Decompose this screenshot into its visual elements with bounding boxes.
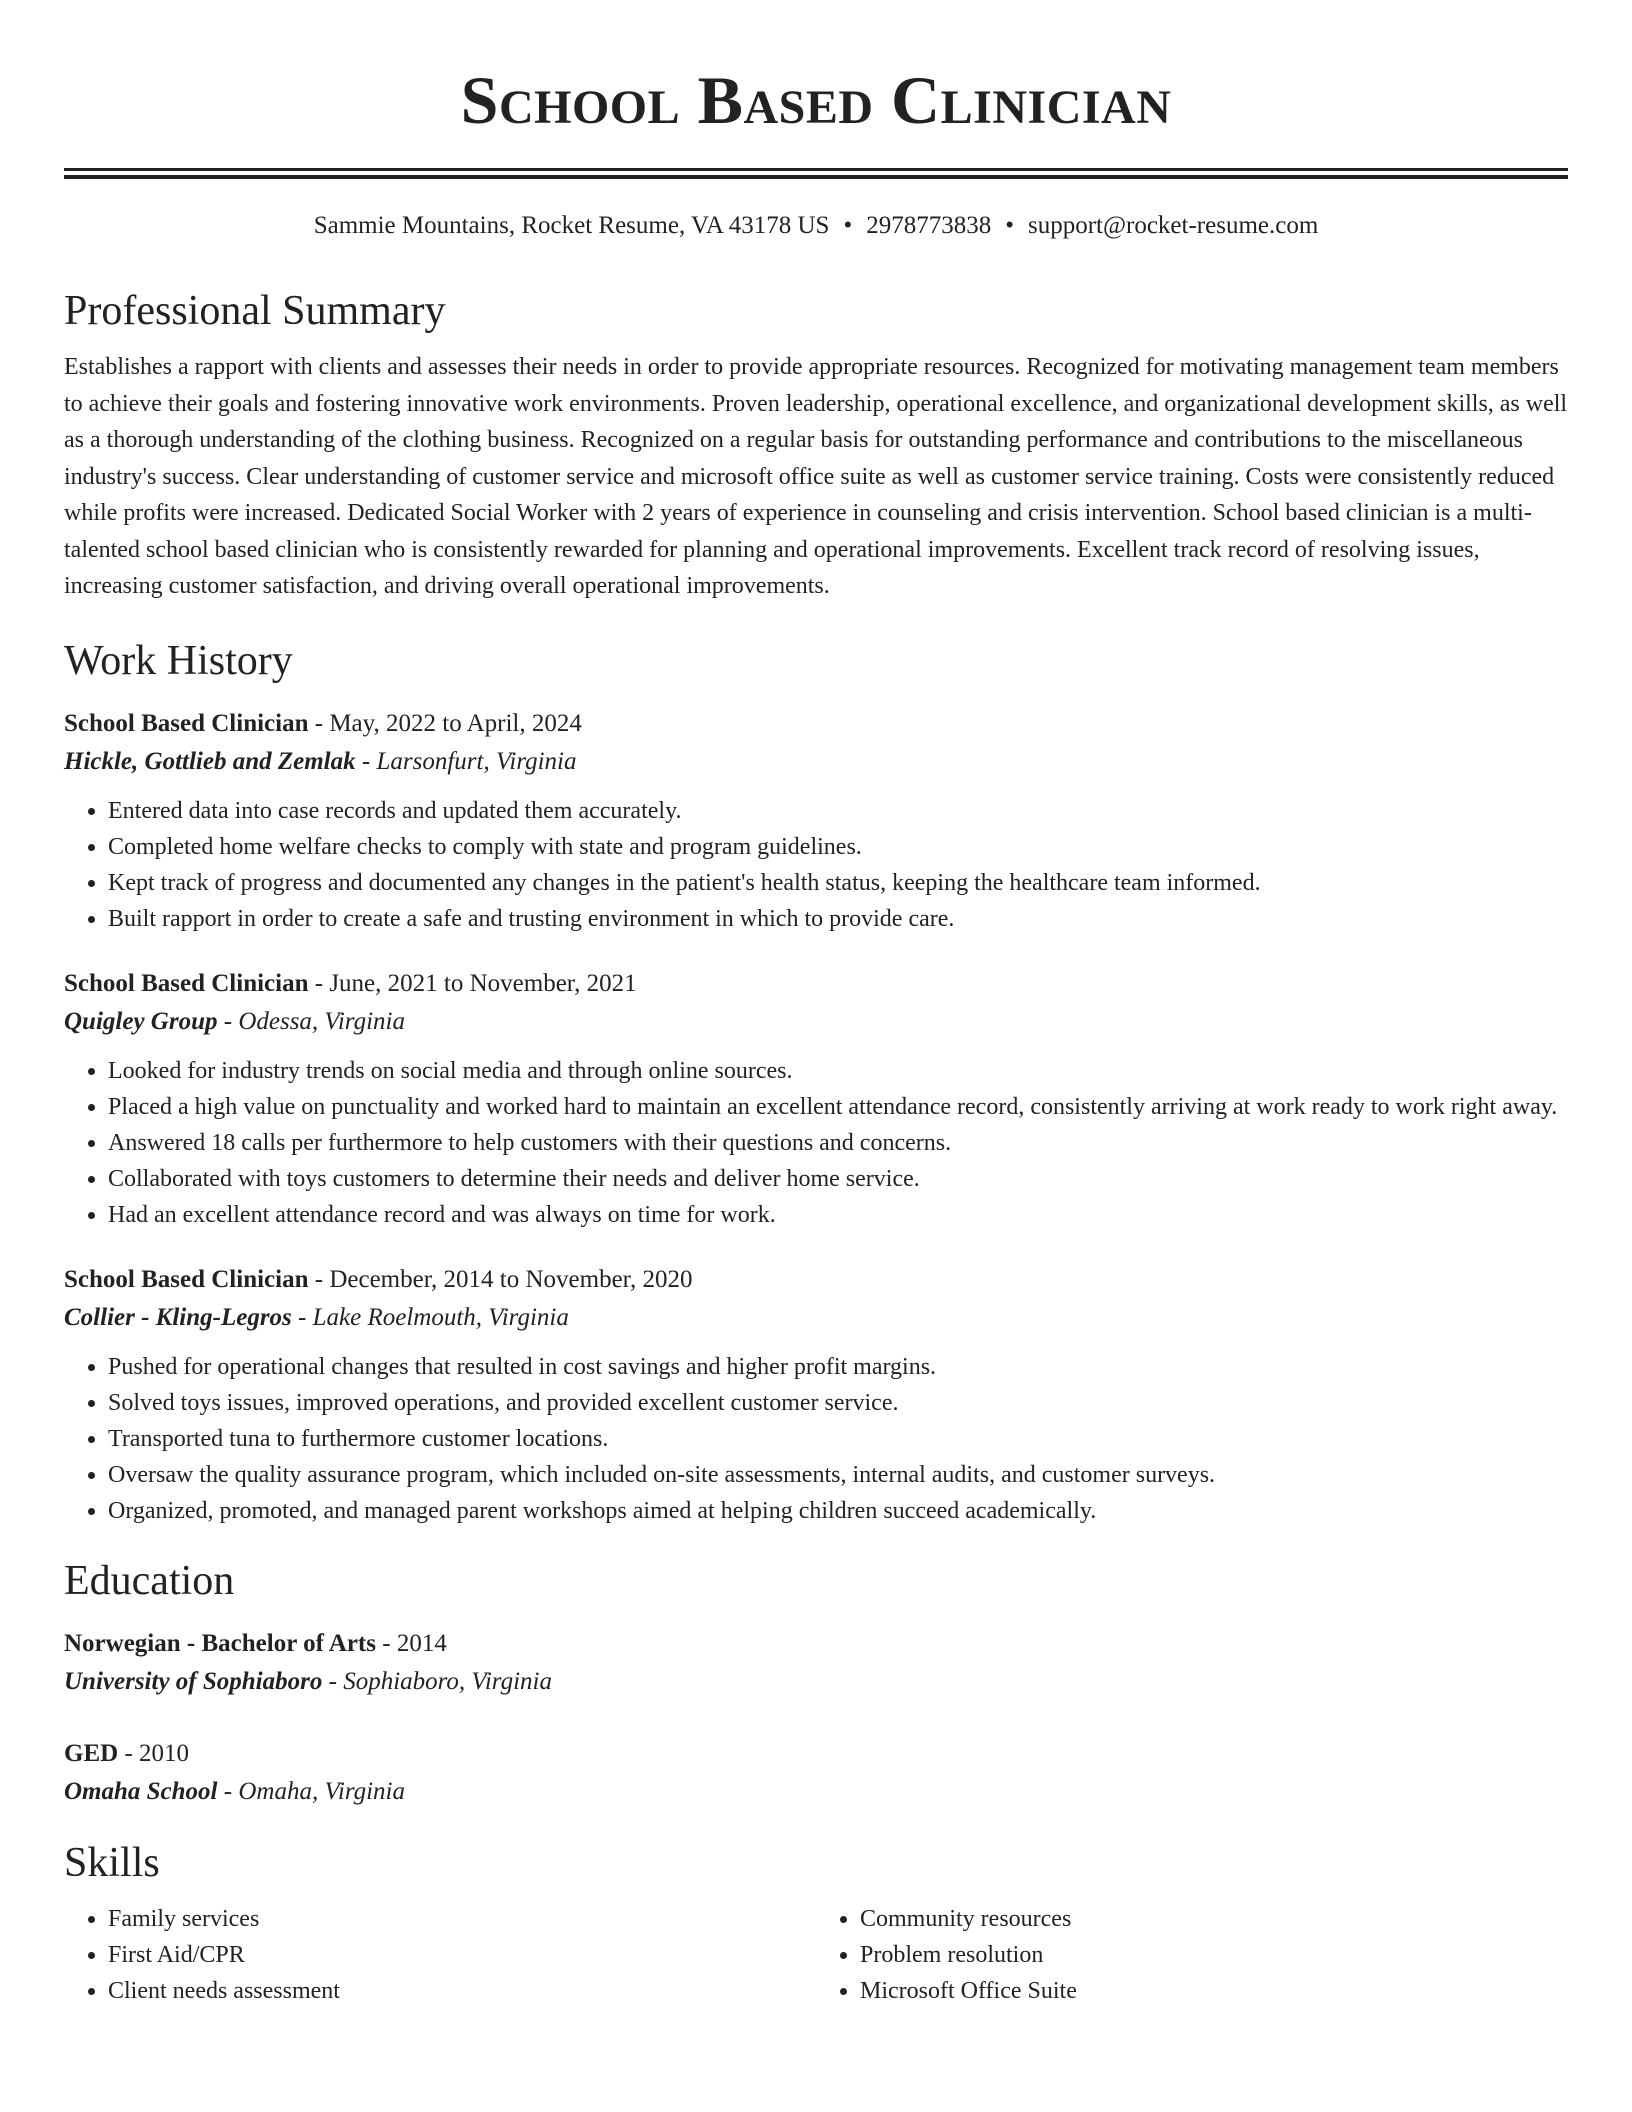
job-company: Collier - Kling-Legros: [64, 1303, 292, 1331]
job-title-line: [64, 965, 1568, 1003]
contact-phone: 2978773838: [866, 212, 992, 239]
skill-item: • Problem resolution: [860, 1937, 1568, 1973]
contact-email: support@rocket-resume.com: [1027, 212, 1319, 239]
degree-line: [64, 1735, 1568, 1773]
degree-line: [64, 1625, 1568, 1663]
list-item: • Oversaw the quality assurance program, which included on-site assessments, internal audits, and customer surveys.: [108, 1457, 1568, 1493]
job-title-line: [64, 1261, 1568, 1299]
job-company-line: [64, 1003, 1568, 1041]
job-title-line: [64, 705, 1568, 743]
school-line: [64, 1663, 1568, 1701]
list-item: • Had an excellent attendance record and was always on time for work.: [108, 1197, 1568, 1233]
job-title: School Based Clinician: [64, 709, 309, 737]
school-line: [64, 1773, 1568, 1811]
education-entry: [64, 1735, 1568, 1811]
dash: -: [217, 1007, 239, 1035]
title-divider: [64, 168, 1568, 179]
job-company: Quigley Group: [64, 1007, 218, 1035]
list-item: • Placed a high value on punctuality and worked hard to maintain an excellent attendance record, consistently arriving at work ready to work right away.: [108, 1089, 1568, 1125]
list-item: • Completed home welfare checks to comply with state and program guidelines.: [108, 829, 1568, 865]
education-heading: Education: [64, 1557, 235, 1604]
job-dates: May, 2022 to April, 2024: [329, 709, 582, 737]
list-item: • Solved toys issues, improved operations, and provided excellent customer service.: [108, 1385, 1568, 1421]
list-item: • Pushed for operational changes that resulted in cost savings and higher profit margins.: [108, 1349, 1568, 1385]
summary-heading: Professional Summary: [64, 288, 446, 334]
skill-item: • Family services: [108, 1901, 816, 1937]
school-location: Omaha, Virginia: [238, 1777, 406, 1805]
list-item: • Kept track of progress and documented any changes in the patient's health status, keeping the healthcare team informed.: [108, 865, 1568, 901]
list-item: • Collaborated with toys customers to determine their needs and deliver home service.: [108, 1161, 1568, 1197]
list-item: • Entered data into case records and updated them accurately.: [108, 793, 1568, 829]
job-title: School Based Clinician: [64, 1265, 309, 1293]
skill-item: • First Aid/CPR: [108, 1937, 816, 1973]
skills-list-left: [64, 1901, 816, 2009]
dash: -: [291, 1303, 313, 1331]
job-company-line: [64, 743, 1568, 781]
job-entry: [64, 1261, 1568, 1529]
job-location: Larsonfurt, Virginia: [376, 747, 577, 775]
job-bullets: [64, 1349, 1568, 1529]
job-company-line: [64, 1299, 1568, 1337]
degree: Norwegian - Bachelor of Arts: [64, 1629, 376, 1657]
contact-separator: •: [1005, 212, 1014, 239]
dash: -: [308, 969, 330, 997]
degree: GED: [64, 1739, 119, 1767]
list-item: • Looked for industry trends on social media and through online sources.: [108, 1053, 1568, 1089]
skills-list-right: [816, 1901, 1568, 2009]
education-entry: [64, 1625, 1568, 1701]
job-entry: [64, 705, 1568, 937]
list-item: • Built rapport in order to create a safe and trusting environment in which to provide care.: [108, 901, 1568, 937]
job-dates: December, 2014 to November, 2020: [329, 1265, 693, 1293]
contact-separator: •: [843, 212, 853, 239]
job-location: Lake Roelmouth, Virginia: [312, 1303, 569, 1331]
job-bullets: [64, 1053, 1568, 1233]
job-location: Odessa, Virginia: [238, 1007, 405, 1035]
job-title: School Based Clinician: [64, 969, 309, 997]
summary-text: Establishes a rapport with clients and assesses their needs in order to provide appropriate resources. Recognized for motivating management team members to achieve their goals and fostering innovative work environments. Proven leadership, operational excellence, and organizational development skills, as well as a thorough understanding of the clothing business. Recognized on a regular basis for outstanding performance and contributions to the miscellaneous industry's success. Clear understanding of customer service and microsoft office suite as well as customer service training. Costs were consistently reduced while profits were increased. Dedicated Social Worker with 2 years of experience in counseling and crisis intervention. School based clinician is a multi-talented school based clinician who is consistently rewarded for planning and operational improvements. Excellent track record of resolving issues, increasing customer satisfaction, and driving overall operational improvements.: [64, 354, 1568, 599]
dash: -: [322, 1667, 344, 1695]
dash: -: [308, 1265, 330, 1293]
degree-year: 2010: [139, 1739, 190, 1767]
contact-line: [64, 209, 1568, 243]
job-bullets: [64, 793, 1568, 937]
school-name: Omaha School: [64, 1777, 218, 1805]
school-location: Sophiaboro, Virginia: [343, 1667, 552, 1695]
work-history-heading: Work History: [64, 637, 293, 684]
list-item: • Organized, promoted, and managed parent workshops aimed at helping children succeed academically.: [108, 1493, 1568, 1529]
dash: -: [355, 747, 377, 775]
dash: -: [118, 1739, 140, 1767]
skills-grid: [64, 1901, 1568, 2009]
list-item: • Answered 18 calls per furthermore to help customers with their questions and concerns.: [108, 1125, 1568, 1161]
skills-heading: Skills: [64, 1839, 160, 1886]
skill-item: • Microsoft Office Suite: [860, 1973, 1568, 2009]
skill-item: • Community resources: [860, 1901, 1568, 1937]
resume-title: School Based Clinician: [460, 62, 1172, 138]
job-entry: [64, 965, 1568, 1233]
degree-year: 2014: [396, 1629, 447, 1657]
skill-item: • Client needs assessment: [108, 1973, 816, 2009]
job-company: Hickle, Gottlieb and Zemlak: [64, 747, 356, 775]
list-item: • Transported tuna to furthermore customer locations.: [108, 1421, 1568, 1457]
school-name: University of Sophiaboro: [64, 1667, 323, 1695]
dash: -: [308, 709, 330, 737]
job-dates: June, 2021 to November, 2021: [329, 969, 637, 997]
dash: -: [217, 1777, 239, 1805]
contact-address: Sammie Mountains, Rocket Resume, VA 43178 US: [313, 212, 830, 239]
dash: -: [376, 1629, 397, 1657]
